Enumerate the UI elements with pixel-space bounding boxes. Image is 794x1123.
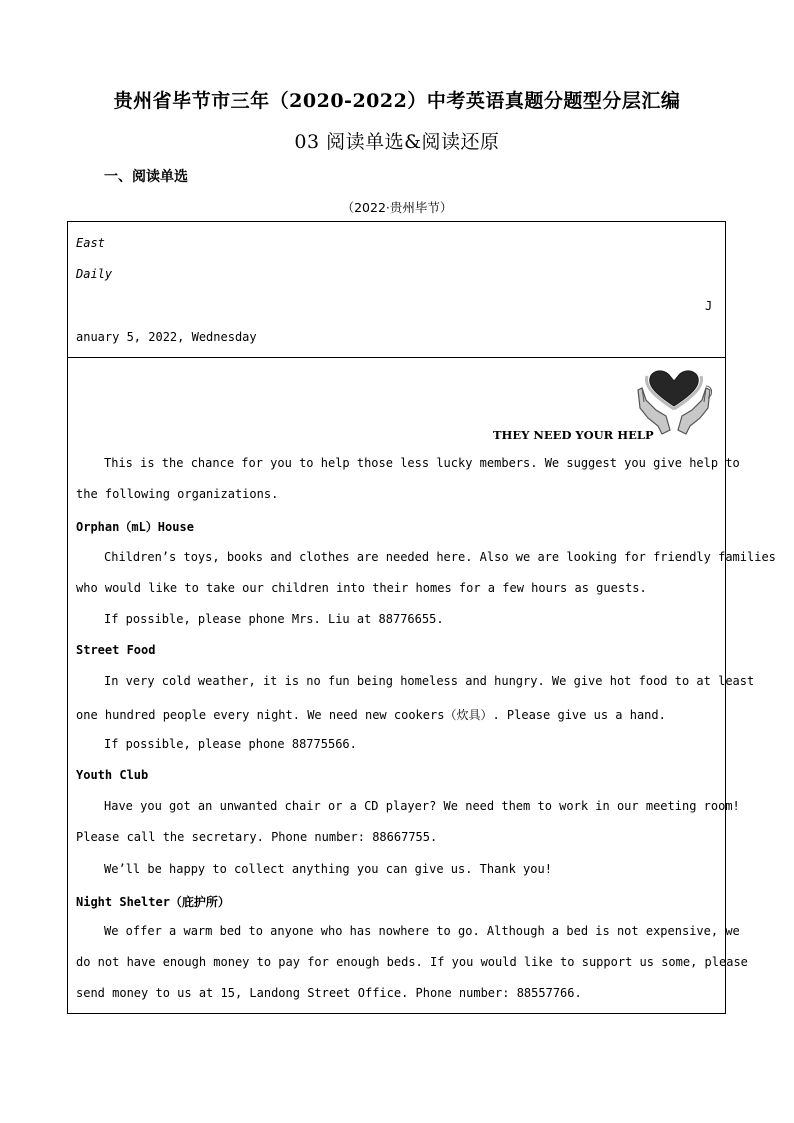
document-title: 贵州省毕节市三年（2020-2022）中考英语真题分题型分层汇编	[113, 90, 681, 112]
night-shelter-line-3: send money to us at 15, Landong Street Office. Phone number: 88557766.	[76, 986, 582, 1000]
orphan-house-line-3: If possible, please phone Mrs. Liu at 88776655.	[104, 612, 444, 626]
street-food-line-1: In very cold weather, it is no fun being homeless and hungry. We give hot food to at least	[104, 674, 755, 688]
section-heading: 一、阅读单选	[104, 169, 188, 185]
heart-in-hands-icon	[634, 364, 714, 438]
document-subtitle: 03 阅读单选&阅读还原	[294, 131, 500, 153]
youth-club-line-2: Please call the secretary. Phone number: 88667755.	[76, 830, 438, 844]
intro-line-1: This is the chance for you to help those less lucky members. We suggest you give help to	[104, 456, 740, 470]
question-source: （2022·贵州毕节）	[341, 200, 453, 215]
newspaper-name-line1: East	[76, 236, 105, 250]
night-shelter-line-1: We offer a warm bed to anyone who has nowhere to go. Although a bed is not expensive, we	[104, 924, 740, 938]
street-food-line-3: If possible, please phone 88775566.	[104, 737, 357, 751]
date-first-letter: J	[705, 299, 713, 313]
street-food-line-2: one hundred people every night. We need new cookers（炊具）. Please give us a hand.	[76, 708, 666, 722]
youth-club-line-1: Have you got an unwanted chair or a CD player? We need them to work in our meeting room!	[104, 799, 740, 813]
night-shelter-line-2: do not have enough money to pay for enough beds. If you would like to support us some, please	[76, 955, 748, 969]
orphan-house-line-2: who would like to take our children into their homes for a few hours as guests.	[76, 581, 647, 595]
newspaper-name-line2: Daily	[76, 267, 113, 281]
orphan-house-heading: Orphan（mL）House	[76, 520, 194, 534]
youth-club-heading: Youth Club	[76, 768, 149, 782]
street-food-heading: Street Food	[76, 643, 156, 657]
newspaper-date: anuary 5, 2022, Wednesday	[76, 330, 257, 344]
article-banner-title: THEY NEED YOUR HELP	[493, 428, 654, 442]
orphan-house-line-1: Children’s toys, books and clothes are needed here. Also we are looking for friendly families	[104, 550, 776, 564]
intro-line-2: the following organizations.	[76, 487, 279, 501]
night-shelter-heading: Night Shelter（庇护所）	[76, 895, 230, 909]
youth-club-line-3: We’ll be happy to collect anything you can give us. Thank you!	[104, 862, 552, 876]
